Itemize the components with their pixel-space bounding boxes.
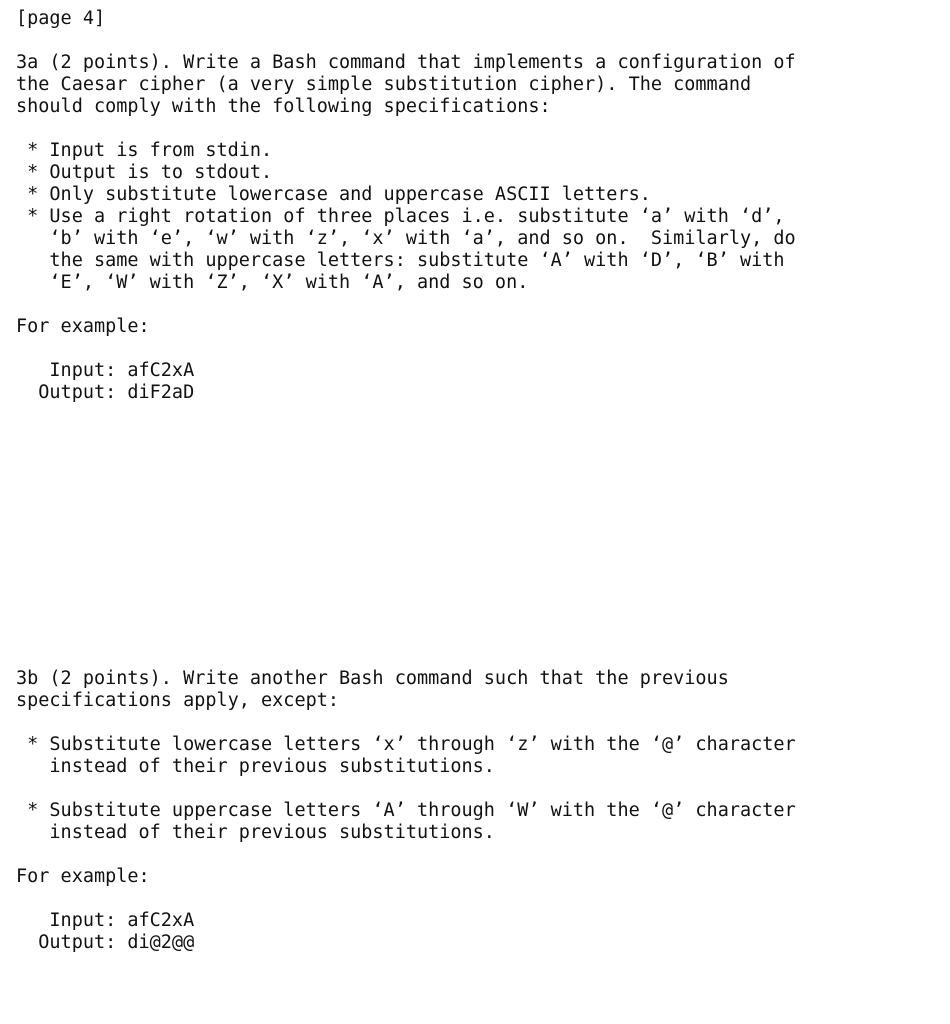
q3a-spec-line: * Only substitute lowercase and uppercase ASCII letters. (16, 184, 651, 205)
answer-space (16, 404, 936, 668)
page-label: [page 4] (16, 8, 106, 29)
q3b-spec-line: instead of their previous substitutions. (16, 756, 495, 777)
q3b-spec-line: * Substitute uppercase letters ‘A’ through ‘W’ with the ‘@’ character (16, 800, 796, 821)
q3a-example-heading: For example: (16, 316, 150, 337)
q3b-example-heading: For example: (16, 866, 150, 887)
q3a-spec-line: * Input is from stdin. (16, 140, 273, 161)
question-3b (16, 668, 936, 954)
q3a-spec-line: * Use a right rotation of three places i.e. substitute ‘a’ with ‘d’, (16, 206, 785, 227)
q3a-spec-line: the same with uppercase letters: substitute ‘A’ with ‘D’, ‘B’ with (16, 250, 785, 271)
q3b-example-output: Output: di@2@@ (16, 932, 195, 953)
q3a-spec-line: ‘E’, ‘W’ with ‘Z’, ‘X’ with ‘A’, and so on. (16, 272, 529, 293)
q3a-spec-line: ‘b’ with ‘e’, ‘w’ with ‘z’, ‘x’ with ‘a’, and so on. Similarly, do (16, 228, 796, 249)
q3b-spec-line: * Substitute lowercase letters ‘x’ through ‘z’ with the ‘@’ character (16, 734, 796, 755)
q3a-intro-line-1: 3a (2 points). Write a Bash command that implements a configuration of (16, 52, 796, 73)
exam-page (16, 8, 936, 954)
q3a-spec-line: * Output is to stdout. (16, 162, 273, 183)
q3b-intro-line-2: specifications apply, except: (16, 690, 340, 711)
question-3a (16, 52, 936, 404)
q3b-spec-line: instead of their previous substitutions. (16, 822, 495, 843)
q3b-example-input: Input: afC2xA (16, 910, 195, 931)
q3a-example-output: Output: diF2aD (16, 382, 195, 403)
q3a-intro-line-3: should comply with the following specifications: (16, 96, 551, 117)
q3a-spec-list (16, 140, 936, 294)
q3b-intro-line-1: 3b (2 points). Write another Bash command such that the previous (16, 668, 729, 689)
q3a-intro-line-2: the Caesar cipher (a very simple substitution cipher). The command (16, 74, 752, 95)
q3a-example-input: Input: afC2xA (16, 360, 195, 381)
